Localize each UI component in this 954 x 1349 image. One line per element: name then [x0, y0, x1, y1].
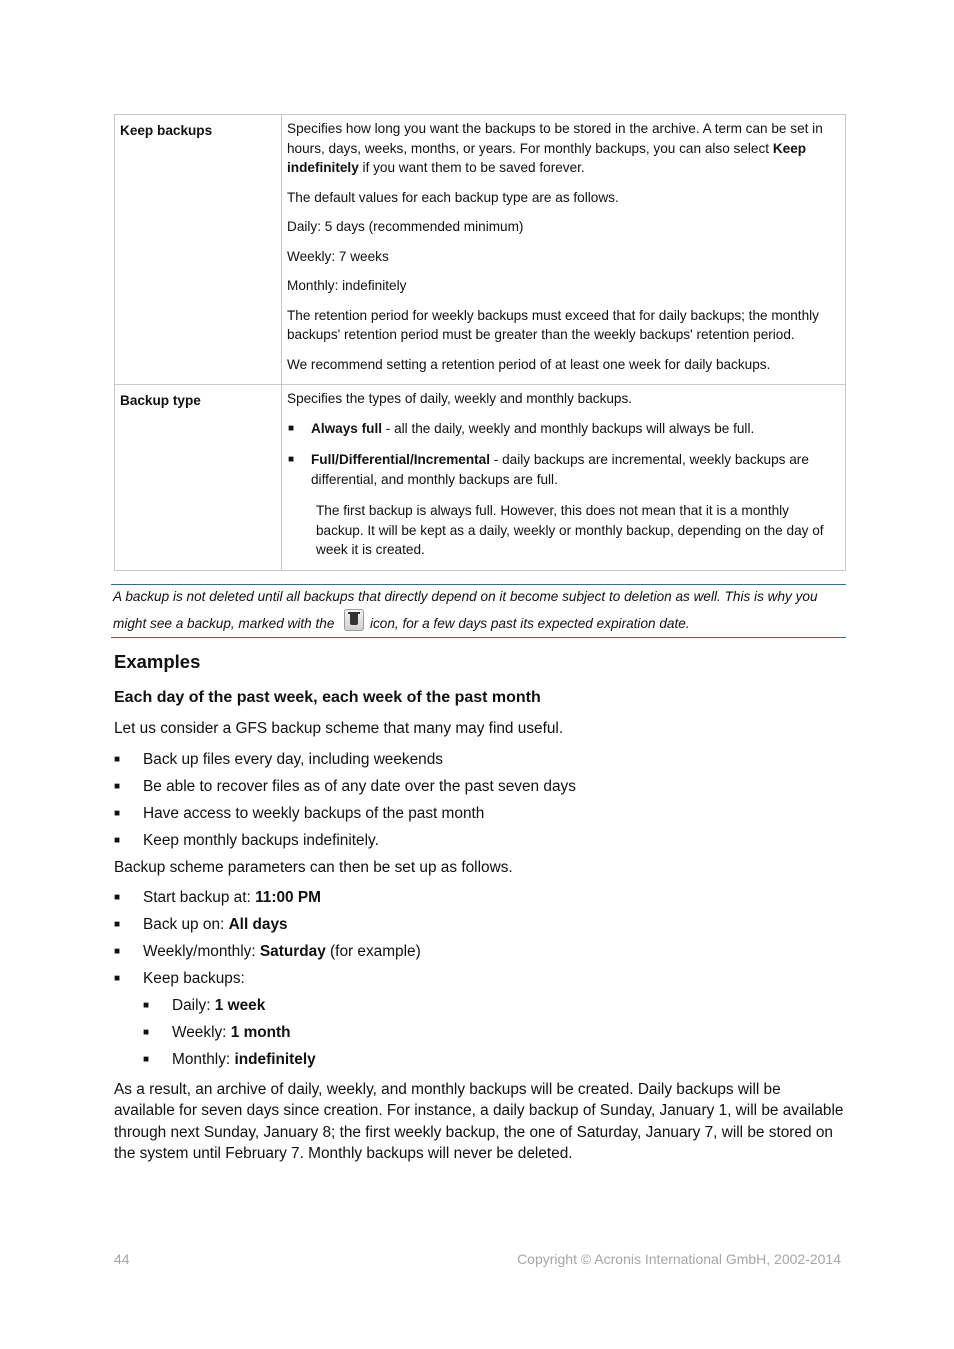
paragraph: Specifies the types of daily, weekly and monthly backups.	[287, 391, 633, 406]
paragraph: The default values for each backup type are as follows.	[287, 189, 619, 205]
copyright: Copyright © Acronis International GmbH, 2002-2014	[517, 1251, 841, 1267]
bullet-icon: ■	[114, 946, 121, 957]
table-row	[115, 115, 846, 385]
paragraph: The retention period for weekly backups must exceed that for daily backups; the monthly backups' retention period must be greater than the weekly backups' retention period.	[287, 307, 819, 342]
bullet-icon: ■	[288, 454, 295, 465]
list-item: ■ Keep backups:	[114, 968, 844, 990]
bullet-icon: ■	[288, 422, 295, 434]
list-item: ■ Start backup at: 11:00 PM	[114, 887, 844, 909]
list-item: ■ Be able to recover files as of any date over the past seven days	[114, 776, 844, 798]
note-box: A backup is not deleted until all backups that directly depend on it become subject to deletion as well. This is why you might see a backup, marked with the icon, for a few days past its expected expiration date.	[111, 584, 846, 638]
parameters-table	[114, 114, 846, 571]
list-item: ■ Always full - all the daily, weekly and monthly backups will always be full.	[287, 419, 840, 439]
list-item: ■ Daily: 1 week	[143, 995, 844, 1017]
bullet-icon: ■	[114, 834, 121, 846]
bullet-icon: ■	[143, 1000, 150, 1011]
paragraph: We recommend setting a retention period of at least one week for daily backups.	[287, 356, 771, 372]
examples-section	[114, 648, 844, 1174]
list-item: ■ Have access to weekly backups of the past month	[114, 803, 844, 825]
bullet-icon: ■	[143, 1054, 150, 1065]
trash-bin-icon	[344, 609, 364, 631]
paragraph: The first backup is always full. However, this does not mean that it is a monthly backup. It will be kept as a daily, weekly or monthly backup, depending on the day of week it is created.	[316, 503, 824, 557]
paragraph: Monthly: indefinitely	[287, 278, 407, 293]
bullet-icon: ■	[114, 892, 121, 903]
bullet-icon: ■	[114, 807, 121, 819]
paragraph: Backup scheme parameters can then be set up as follows.	[114, 858, 513, 876]
paragraph: Weekly: 7 weeks	[287, 248, 389, 264]
list-item: ■ Weekly: 1 month	[143, 1022, 844, 1044]
subsection-heading: Each day of the past week, each week of the past month	[114, 689, 541, 706]
bullet-icon: ■	[114, 973, 121, 984]
paragraph: As a result, an archive of daily, weekly, and monthly backups will be created. Daily backups will be available for seven days since creation. For instance, a daily backup of Sunday, January 1, will be available through next Sunday, January 8; the first weekly backup, the one of Saturday, January 7, will be stored on the system until February 7. Monthly backups will never be deleted.	[114, 1080, 844, 1162]
row-key: Keep backups	[115, 115, 282, 385]
paragraph: Specifies how long you want the backups to be stored in the archive. A term can be set in hours, days, weeks, months, or years. For monthly backups, you can also select Keep indefinitely if you want them to be saved forever.	[287, 121, 823, 175]
list-item: ■ Full/Differential/Incremental - daily backups are incremental, weekly backups are differential, and monthly backups are full.	[287, 450, 840, 489]
bullet-icon: ■	[143, 1027, 150, 1038]
section-heading: Examples	[114, 651, 201, 672]
row-key: Backup type	[115, 385, 282, 571]
list-item: ■ Back up files every day, including weekends	[114, 749, 844, 771]
paragraph: Daily: 5 days (recommended minimum)	[287, 219, 524, 234]
bullet-icon: ■	[114, 780, 121, 792]
list-item: ■ Weekly/monthly: Saturday (for example)	[114, 941, 844, 963]
row-description	[282, 385, 846, 571]
bullet-icon: ■	[114, 919, 121, 930]
row-description	[282, 115, 846, 385]
page-number: 44	[114, 1251, 130, 1267]
table-row	[115, 385, 846, 571]
list-item: ■ Monthly: indefinitely	[143, 1049, 844, 1071]
paragraph: Let us consider a GFS backup scheme that many may find useful.	[114, 720, 564, 737]
bullet-icon: ■	[114, 753, 121, 765]
list-item: ■ Back up on: All days	[114, 914, 844, 936]
list-item: ■ Keep monthly backups indefinitely.	[114, 830, 844, 852]
